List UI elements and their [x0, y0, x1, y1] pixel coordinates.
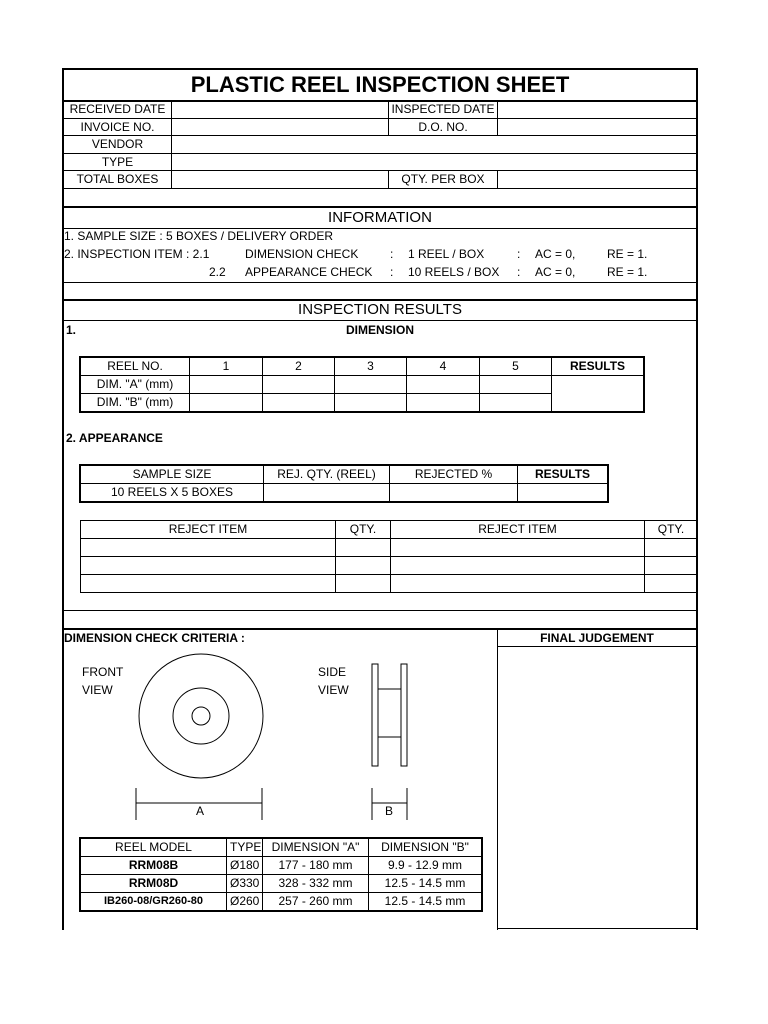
info-line-2-label: 2. INSPECTION ITEM : 2.1: [64, 247, 210, 261]
app-rej-qty-cell[interactable]: [264, 484, 390, 502]
dim-header-4: 4: [407, 358, 480, 376]
dim-row-b-label: DIM. "B" (mm): [81, 394, 190, 412]
frame-top: [62, 68, 698, 70]
model-header-dim-b: DIMENSION "B": [369, 839, 482, 857]
information-heading: INFORMATION: [328, 209, 432, 226]
hdr-line-2: [62, 135, 698, 136]
model-type: Ø180: [227, 857, 263, 875]
dim-header-results: RESULTS: [552, 358, 644, 376]
app-rejected-pct-cell[interactable]: [390, 484, 518, 502]
dimension-a-label: A: [195, 804, 204, 818]
page-title: PLASTIC REEL INSPECTION SHEET: [190, 72, 570, 97]
info-line-1: 1. SAMPLE SIZE : 5 BOXES / DELIVERY ORDER: [64, 229, 333, 243]
dim-header-reel-no: REEL NO.: [81, 358, 190, 376]
item21-re: RE = 1.: [607, 247, 648, 261]
model-name: IB260-08/GR260-80: [81, 893, 227, 911]
dim-results-cell[interactable]: [552, 376, 644, 412]
total-boxes-label: TOTAL BOXES: [76, 172, 159, 186]
app-sample-size-value: 10 REELS X 5 BOXES: [81, 484, 264, 502]
reject-header-item-right: REJECT ITEM: [391, 521, 645, 539]
item21-name: DIMENSION CHECK: [245, 247, 359, 261]
reject-item-cell[interactable]: [81, 539, 336, 557]
model-name: RRM08B: [81, 857, 227, 875]
item21-sep2: :: [517, 247, 521, 261]
dim-a-cell[interactable]: [263, 376, 335, 394]
model-dim-a: 257 - 260 mm: [263, 893, 369, 911]
section1-number: 1.: [66, 323, 77, 337]
model-header-reel-model: REEL MODEL: [81, 839, 227, 857]
dim-b-cell[interactable]: [263, 394, 335, 412]
reject-qty-cell[interactable]: [336, 557, 391, 575]
reject-item-cell[interactable]: [81, 575, 336, 593]
app-results-cell[interactable]: [518, 484, 608, 502]
hdr-vline-1: [171, 100, 172, 188]
frame-right: [696, 68, 698, 930]
dimension-table: [80, 357, 644, 412]
item21-qty: 1 REEL / BOX: [408, 247, 485, 261]
dim-header-2: 2: [263, 358, 335, 376]
item21-sep: :: [390, 247, 394, 261]
criteria-top-line: [62, 628, 698, 630]
reject-item-cell[interactable]: [391, 539, 645, 557]
item22-sep2: :: [517, 265, 521, 279]
hdr-line-4: [62, 170, 698, 171]
appearance-table: [80, 465, 608, 502]
final-judgement-bottom: [497, 928, 697, 929]
dim-b-cell[interactable]: [190, 394, 263, 412]
dimension-b-label: B: [384, 804, 393, 818]
reel-hub-circle: [173, 688, 229, 744]
side-flange-right: [401, 664, 407, 766]
final-judgement-label: FINAL JUDGEMENT: [540, 631, 654, 645]
dim-a-cell[interactable]: [190, 376, 263, 394]
side-view-drawing: [360, 655, 420, 825]
section2-title: 2. APPEARANCE: [66, 431, 163, 445]
reject-item-table: [80, 520, 698, 593]
app-header-rej-qty: REJ. QTY. (REEL): [264, 466, 390, 484]
reject-qty-cell[interactable]: [645, 575, 698, 593]
inspected-date-label: INSPECTED DATE: [391, 102, 495, 116]
reel-outer-circle: [139, 654, 263, 778]
dim-header-3: 3: [335, 358, 407, 376]
model-type: Ø260: [227, 893, 263, 911]
item21-ac: AC = 0,: [535, 247, 576, 261]
side-flange-left: [372, 664, 378, 766]
section1-title: DIMENSION: [345, 323, 414, 337]
reject-qty-cell[interactable]: [336, 575, 391, 593]
dim-a-cell[interactable]: [335, 376, 407, 394]
side-view-label-2: VIEW: [318, 683, 349, 697]
item22-qty: 10 REELS / BOX: [408, 265, 500, 279]
item22-re: RE = 1.: [607, 265, 648, 279]
model-header-type: TYPE: [227, 839, 263, 857]
reject-item-cell[interactable]: [391, 557, 645, 575]
do-no-label: D.O. NO.: [418, 120, 468, 134]
app-header-sample-size: SAMPLE SIZE: [81, 466, 264, 484]
reject-qty-cell[interactable]: [645, 539, 698, 557]
invoice-no-label: INVOICE NO.: [80, 120, 155, 134]
hdr-line-3: [62, 153, 698, 154]
info-top-line: [62, 206, 698, 208]
info-bottom-line: [62, 282, 698, 283]
qty-per-box-label: QTY. PER BOX: [401, 172, 485, 186]
hdr-vline-5: [497, 170, 498, 188]
front-view-label-2: VIEW: [82, 683, 113, 697]
dim-b-cell[interactable]: [480, 394, 552, 412]
reject-qty-cell[interactable]: [336, 539, 391, 557]
model-dim-a: 177 - 180 mm: [263, 857, 369, 875]
app-header-rejected-pct: REJECTED %: [390, 466, 518, 484]
final-judgement-line: [497, 646, 697, 647]
reel-model-table: [80, 838, 482, 911]
item22-name: APPEARANCE CHECK: [245, 265, 373, 279]
model-name: RRM08D: [81, 875, 227, 893]
criteria-heading: DIMENSION CHECK CRITERIA :: [64, 631, 245, 645]
results-heading-line: [62, 320, 698, 321]
hdr-line-1: [62, 118, 698, 119]
model-type: Ø330: [227, 875, 263, 893]
dim-header-1: 1: [190, 358, 263, 376]
final-judgement-left-border: [497, 628, 498, 930]
dim-b-cell[interactable]: [407, 394, 480, 412]
dim-header-5: 5: [480, 358, 552, 376]
frame-left: [62, 68, 64, 930]
received-date-label: RECEIVED DATE: [69, 102, 166, 116]
dim-b-cell[interactable]: [335, 394, 407, 412]
results-heading: INSPECTION RESULTS: [298, 301, 462, 318]
model-header-dim-a: DIMENSION "A": [263, 839, 369, 857]
item22-sep: :: [390, 265, 394, 279]
front-view-label-1: FRONT: [82, 665, 124, 679]
front-view-drawing: [130, 650, 280, 825]
side-view-label-1: SIDE: [318, 665, 347, 679]
vendor-label: VENDOR: [91, 137, 144, 151]
reject-item-cell[interactable]: [81, 557, 336, 575]
item22-ac: AC = 0,: [535, 265, 576, 279]
reject-header-item-left: REJECT ITEM: [81, 521, 336, 539]
criteria-sep-line: [62, 610, 698, 611]
dim-row-a-label: DIM. "A" (mm): [81, 376, 190, 394]
hdr-line-5: [62, 188, 698, 189]
model-dim-b: 12.5 - 14.5 mm: [369, 875, 482, 893]
dim-a-cell[interactable]: [480, 376, 552, 394]
model-dim-a: 328 - 332 mm: [263, 875, 369, 893]
model-dim-b: 12.5 - 14.5 mm: [369, 893, 482, 911]
reject-qty-cell[interactable]: [645, 557, 698, 575]
reject-item-cell[interactable]: [391, 575, 645, 593]
dim-a-cell[interactable]: [407, 376, 480, 394]
model-dim-b: 9.9 - 12.9 mm: [369, 857, 482, 875]
item22-no: 2.2: [209, 265, 226, 279]
app-header-results: RESULTS: [518, 466, 608, 484]
reject-header-qty-left: QTY.: [336, 521, 391, 539]
reel-center-hole: [192, 707, 210, 725]
hdr-vline-3: [497, 100, 498, 136]
type-label: TYPE: [101, 155, 134, 169]
reject-header-qty-right: QTY.: [645, 521, 698, 539]
